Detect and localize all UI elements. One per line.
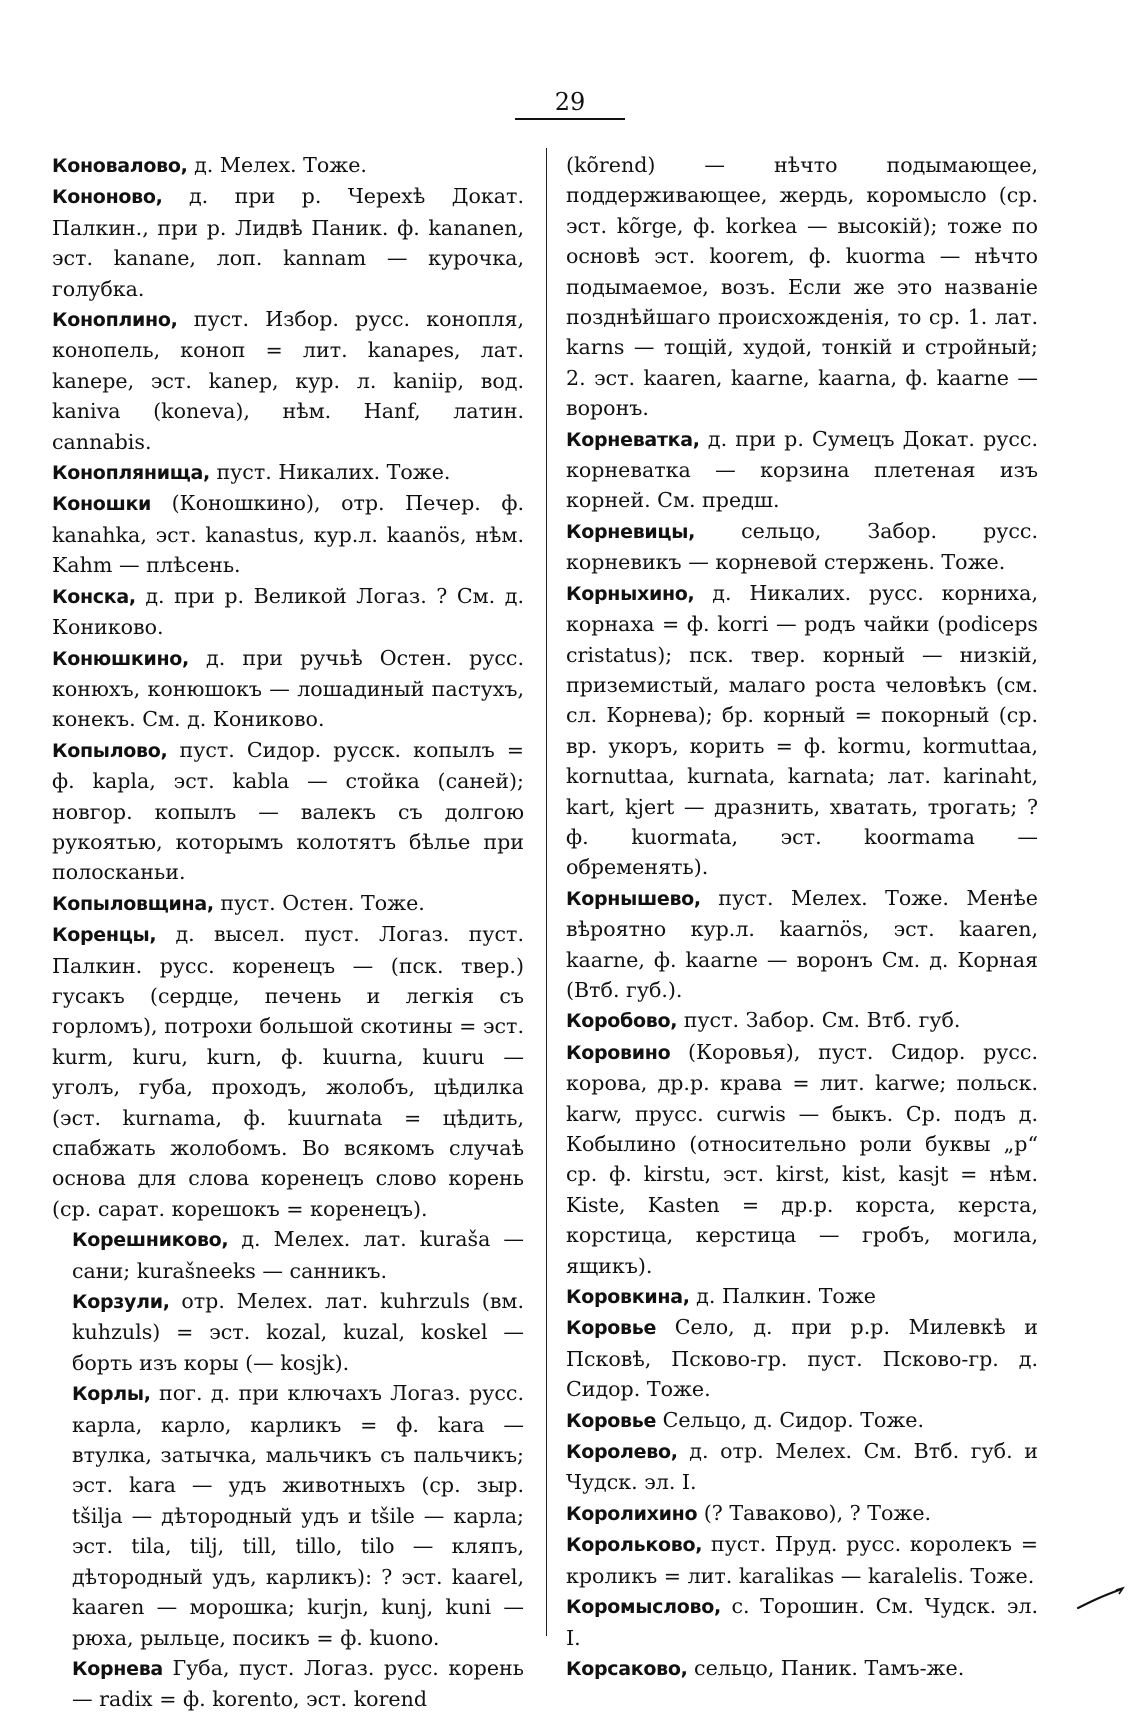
dictionary-entry <box>52 488 524 580</box>
entry-headword: Кононово, <box>52 186 163 209</box>
entry-headword: Корлы, <box>72 1383 151 1406</box>
dictionary-entry <box>566 883 1038 1006</box>
entry-text: д. Никалих. русс. корниха, корнаха = ф. korri — родъ чайки (podiceps cristatus); пск. твер. корный — низкій, приземистый, малаго роста человѣкъ (см. сл. Корнева); бр. корный = покорный (ср. вр. укоръ, корить = ф. kormu, kormuttaa, kornuttaa, kurnata, karnata; лат. karinaht, kart, kjert — дразнить, хватать, трогать; ? ф. kuormata, эст. koormama — обременять). <box>566 580 1038 880</box>
entry-text: д. высел. пуст. Логаз. пуст. Палкин. русс. коренецъ — (пск. твер.) гусакъ (сердце, печень и легкія съ горломъ), потрохи большой скотины = эст. kurm, kuru, kurn, ф. kuurna, kuuru — уголъ, губа, проходъ, жолобъ, цѣдилка (эст. kurnama, ф. kuurnata = цѣдить, спабжать жолобомъ. Во всякомъ случаѣ основа для слова коренецъ слово корень (ср. сарат. корешокъ = коренецъ). <box>52 922 524 1221</box>
entry-headword: Королихино <box>566 1502 698 1525</box>
entry-text: д. отр. Мелех. См. Втб. губ. и Чудск. эл. I. <box>566 1439 1038 1495</box>
entry-text: (Коношкино), отр. Печер. ф. kanahka, эст. kanastus, кур.л. kaanös, нѣм. Kahm — плѣсень. <box>52 491 524 578</box>
entry-text: пуст. Никалих. Тоже. <box>209 460 451 485</box>
column-divider <box>546 148 547 1636</box>
dictionary-entry <box>566 1037 1038 1281</box>
entry-headword: Коровино <box>566 1041 671 1064</box>
entry-text: пуст. Остен. Тоже. <box>213 890 425 915</box>
entry-text: пуст. Пруд. русс. королекъ = кроликъ = лит. karalikas — karalelis. Тоже. <box>566 1532 1038 1588</box>
entry-headword: Корныхино, <box>566 582 695 605</box>
right-column <box>566 150 1038 1684</box>
entry-headword: Коноплянища, <box>52 462 210 485</box>
entry-headword: Корнева <box>72 1657 163 1680</box>
dictionary-entry <box>52 1653 524 1715</box>
entry-headword: Коренцы, <box>52 924 157 947</box>
entry-text: (? Таваково), ? Тоже. <box>697 1500 932 1525</box>
entry-headword: Коношки <box>52 493 152 516</box>
dictionary-entry <box>566 1591 1038 1653</box>
dictionary-entry <box>52 1378 524 1653</box>
entry-text: Губа, пуст. Логаз. русс. корень — radix = ф. korento, эст. korend <box>72 1655 524 1712</box>
pen-mark <box>1076 1586 1126 1610</box>
dictionary-entry <box>52 1224 524 1286</box>
entry-headword: Корневатка, <box>566 428 700 451</box>
entry-text: Село, д. при р.р. Милевкѣ и Псковѣ, Псково-гр. пуст. Псково-гр. д. Сидор. Тоже. <box>566 1315 1038 1402</box>
entry-headword: Корнышево, <box>566 887 701 910</box>
entry-text: пуст. Забор. См. Втб. губ. <box>677 1008 961 1033</box>
entry-text: (Коровья), пуст. Сидор. русс. корова, др.р. крава = лит. karwe; польск. karw, прусс. curwis — быкъ. Ср. подъ д. Кобылино (относительно роли буквы „р“ ср. ф. kirstu, эст. kirst, kist, kasjt = нѣм. Kiste, Kasten = др.р. корста, керста, корстица, керстица — гробъ, могила, ящикъ). <box>566 1039 1038 1278</box>
entry-headword: Конска, <box>52 585 136 608</box>
entry-headword: Копыловщина, <box>52 892 214 915</box>
entry-headword: Коноплино, <box>52 309 178 332</box>
entry-text: д. при р. Сумецъ Докат. русс. корневатка — корзина плетеная изъ корней. См. предш. <box>566 426 1038 513</box>
entry-text: (kõrend) — нѣчто подымающее, поддерживающее, жердь, коромысло (ср. эст. kõrge, ф. korkea — высокій); тоже по основѣ эст. koorem, ф. kuorma — нѣчто подымаемое, возъ. Если же это названіе позднѣйшаго происхожденія, то ср. 1. лат. karns — тощій, худой, тонкій и стройный; 2. эст. kaaren, kaarne, kaarna, ф. kaarne — воронъ. <box>566 153 1038 421</box>
entry-text: Сельцо, д. Сидор. Тоже. <box>656 1407 925 1432</box>
dictionary-entry <box>566 424 1038 516</box>
entry-headword: Корзули, <box>72 1291 170 1314</box>
dictionary-entry <box>52 643 524 735</box>
dictionary-entry <box>566 1498 1038 1529</box>
entry-headword: Коробово, <box>566 1010 678 1033</box>
dictionary-entry <box>566 150 1038 424</box>
dictionary-entry <box>52 581 524 643</box>
entry-text: д. при р. Великой Логаз. ? См. д. Кониково. <box>52 583 524 640</box>
entry-headword: Коромыслово, <box>566 1596 721 1619</box>
entry-text: отр. Мелех. лат. kuhrzuls (вм. kuhzuls) = эст. kozal, kuzal, koskel — борть изъ коры (— kosjk). <box>72 1289 524 1375</box>
entry-text: пуст. Сидор. русск. копылъ = ф. kapla, эст. kabla — стойка (саней); новгор. копылъ — валекъ съ долгою рукоятью, которымъ колотятъ бѣлье при полосканьи. <box>52 737 524 885</box>
entry-headword: Королькoво, <box>566 1534 703 1557</box>
dictionary-entry <box>52 888 524 919</box>
dictionary-entry <box>52 1286 524 1378</box>
dictionary-entry <box>566 1529 1038 1591</box>
left-column <box>52 150 524 1715</box>
entry-text: д. Мелех. лат. kuraša — сани; kurašneeks — санникъ. <box>72 1227 524 1283</box>
page-number: 29 <box>515 88 625 120</box>
dictionary-entry <box>52 735 524 888</box>
entry-headword: Коровкина, <box>566 1286 690 1309</box>
dictionary-entry <box>52 150 524 181</box>
entry-headword: Корсаково, <box>566 1657 688 1680</box>
entry-headword: Корневицы, <box>566 520 696 543</box>
dictionary-entry <box>52 919 524 1224</box>
entry-text: пуст. Избор. русс. конопля, конопель, коноп = лит. kanapes, лат. kanepe, эст. kanep, кур. л. kaniip, вод. kaniva (koneva), нѣм. Hanf, латин. cannabis. <box>52 307 524 454</box>
entry-text: сельцо, Забор. русс. корневикъ — корневой стержень. Тоже. <box>566 518 1038 575</box>
entry-headword: Копылово, <box>52 739 168 762</box>
entry-headword: Королево, <box>566 1441 678 1464</box>
dictionary-entry <box>566 1281 1038 1312</box>
dictionary-entry <box>566 1653 1038 1684</box>
dictionary-entry <box>52 457 524 488</box>
entry-text: д. Мелех. Тоже. <box>187 153 367 177</box>
entry-text: д. Палкин. Тоже <box>689 1284 876 1309</box>
entry-headword: Коровье <box>566 1317 657 1340</box>
dictionary-entry <box>566 1312 1038 1404</box>
entry-text: д. при ручьѣ Остен. русс. конюхъ, конюшокъ — лошадиный пастухъ, конекъ. См. д. Кониково. <box>52 645 524 732</box>
dictionary-entry <box>566 1005 1038 1036</box>
dictionary-entry <box>52 181 524 304</box>
entry-text: с. Торошин. См. Чудск. эл. I. <box>566 1594 1038 1650</box>
entry-headword: Конюшкино, <box>52 647 189 670</box>
entry-headword: Корешниково, <box>72 1229 229 1252</box>
entry-text: д. при р. Черехѣ Докат. Палкин., при р. Лидвѣ Паник. ф. kananen, эст. kanane, лоп. kannam — курочка, голубка. <box>52 184 524 301</box>
dictionary-entry <box>566 1405 1038 1436</box>
dictionary-entry <box>566 516 1038 578</box>
dictionary-entry <box>566 578 1038 883</box>
entry-headword: Коровье <box>566 1409 657 1432</box>
entry-text: пог. д. при ключахъ Логаз. русс. карла, карло, карликъ = ф. kara — втулка, затычка, мальчикъ съ пальчикъ; эст. kara — удъ животныхъ (ср. зыр. tšilja — дѣтородный удъ и tšile — карла; эст. tila, tilj, till, tillo, tilo — кляпъ, дѣтородный удъ, карликъ): ? эст. kaarel, kaaren — морошка; kurjn, kunj, kuni — рюха, рыльце, посикъ = ф. kuono. <box>72 1381 524 1650</box>
entry-text: сельцо, Паник. Тамъ-же. <box>687 1655 965 1680</box>
entry-headword: Коновалово, <box>52 155 188 177</box>
entry-text: пуст. Мелех. Тоже. Менѣе вѣроятно кур.л. kaarnös, эст. kaaren, kaarne, ф. kaarne — воронъ См. д. Корная (Втб. губ.). <box>566 885 1038 1002</box>
dictionary-entry <box>566 1436 1038 1498</box>
dictionary-entry <box>52 304 524 457</box>
